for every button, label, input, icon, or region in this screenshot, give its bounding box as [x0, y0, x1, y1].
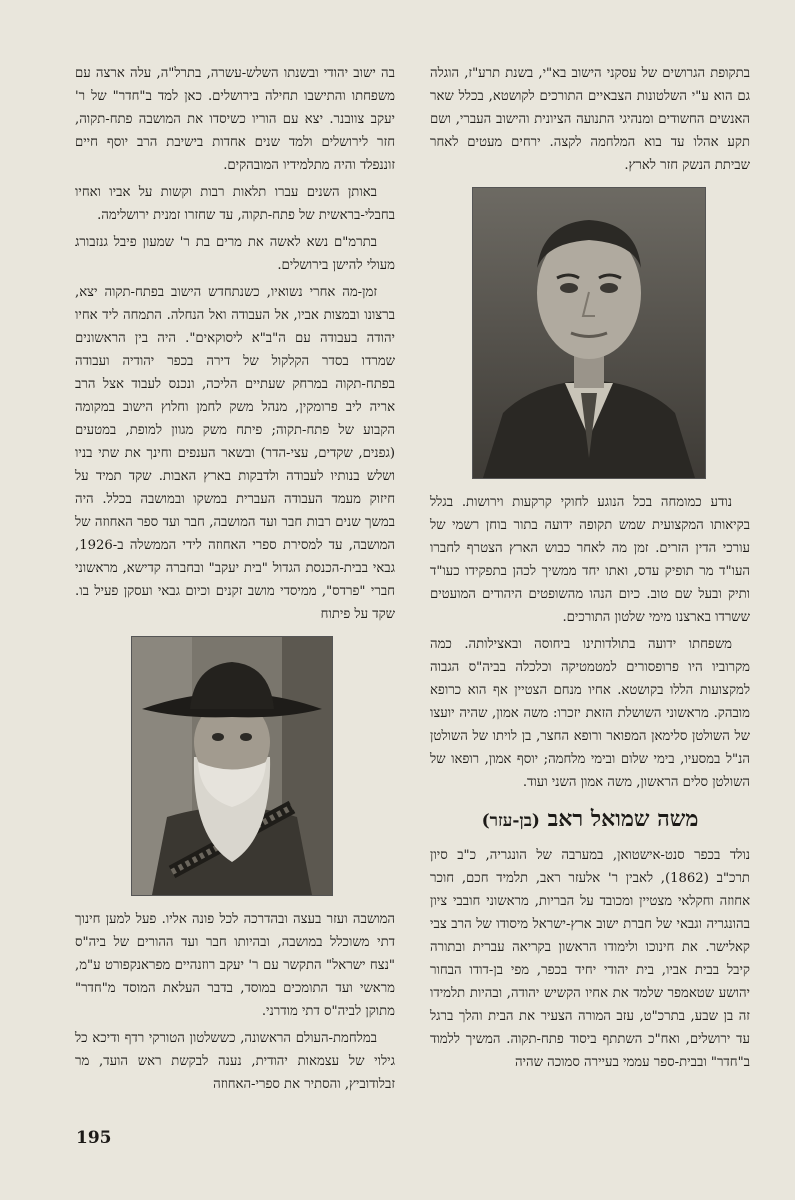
left-paragraph-5: המושבה ועזר בעצה ובהדרכה לכל פונה אליו. פעל למען חינוך דתי משוכלל במושבה, ובהיותו חבר ועד ההורים של ביה"ס "נצח ישראל" התקשר עם ר' יעקב רוזנהיים מפראנקפורט ע"מ, מראשי ועד התומכים במוסד, בדבר העלאת המוסד מ"חדר" מתוקן לביה"ס דתי מודרני. — [75, 912, 395, 1019]
right-paragraph-4: נולד בכפר סנט-אישטואן, במערבה של הונגריה, כ"ב סיון תרכ"ב (1862), לאבין ר' אלעזר ראב, תלמיד חכם, חוכר אחוזה וחקלאי מצטיין ומכובד על הבריות, מראשוני חובבי ציון בהונגריה וגבאי של חברת ישוב ארץ-ישראל מיסודו של הרב צבי קאלישר. את חינוכו ולימודו הראשון בקריאה עברית ובתורה קיבל בבית אביו, בית יהודי יחיד בכפר, מפי בן-דודו הבחור יהושע שטאמפר שלמד את אחיו הקשיש יהודה, ובהיות תלמידו זה בן שבע, בתרכ"ט, עזב המורה הצעיר את הבית והלך ברגל עד ירושלים, ואח"כ השתתף ביסוד פתח-תקוה. המשיך ללמוד ב"חדר" ובבית-ספר עממי בעיירה סמוכה שהיה — [430, 848, 750, 1070]
left-paragraph-4: זמן-מה אחרי נשואיו, כשנתחדש הישוב בפתח-תקוה יצא, ברצונו ובמצות אביו, אל העבודה ואל הנחלה. התמחה ליד אחיו יהודה בעבודה עם ה"ב"א ליסוקאים". היה בין הראשונים שמרדו בסדר הקלקול של דירה בכפר יהודיה ועבודה בפתח-תקוה במרחק שעתיים הליכה, ונכנס לעבוד אצל הרב אריה ליב פרומקין, מנהל משק לחמן וחלוץ הישוב במקומה הקבוע של פתח-תקוה; פיתח משק מגוון למופת, במטעים (גפנים, שקדים, עצי-הדר) ובשאר הענפים וחינך את שתי בניו ושלש בנותיו לעבודה ולדבקות בארץ האבות. שקד תמיד על חיזוק מעמד העבודה העברית במשקו ובמושבה בכלל. היה במשך שנים רבות חבר ועד המושבה, חבר ועד ספר האחוזה של המושבה, עד למסירת ספרי האחוזה לידי הממשלה ב-1926, גבאי בבית-הכנסת הגדול "בית יעקב" ובחברה קדישא, מראשוני חברי "פרדס", ממיסדי מושב זקנים וכיום גבאי ועסקן פעיל בו. שקד על פיתוח — [75, 285, 395, 622]
portrait-image — [473, 188, 705, 478]
right-column — [430, 62, 750, 1078]
portrait-image — [132, 637, 332, 895]
left-paragraph-3: בתרמ"ם נשא לאשה את מרים בת ר' שמעון פיבל גנזבורג מעולי להישן בירושלים. — [75, 235, 395, 273]
right-paragraph-3: משפחתו ידועה בתולדותינו ביחוסה ובאצילותה. כמה מקרוביו היו פרופסורים למטמטיקה וכלכלה בביה"ס הגבוה למקצועות הללו בקושטא. אחיו מנחם הצטיין אף הוא כרופא מובהק. מראשוני השושלת הזאת יזכרו: משה אמון, שהיה יועצו של השולטן סלימאן המפואר ורופא החצר, בן לויתו של השולטן הנ"ל במסעיו, בימי שלום ובימי מלחמה; יוסף אמון, רופאו של השולטן סלים הראשון, משה אמון השני ועוד. — [430, 637, 750, 790]
right-paragraph-2: נודע כמומחה בכל הנוגע לחוקי קרקעות וירושות. בגלל בקיאותו המקצועית שמש תקופה ידועה בתור בוחן רשמי של עורכי הדין הזרים. זמן מה לאחר כבוש הארץ הצטרף לחברו העו"ד מר תופיק עדס, ואתו יחד ממשיך לכהן בתפקידו כעו"ד ותיק ובעל שם טוב. כיום הנהו מהשופטים היהודים המועטים ששרדו בארצנו מימי שלטון התורכים. — [430, 495, 750, 625]
left-column — [75, 62, 395, 1100]
heading-name: משה שמואל ראב — [547, 806, 699, 832]
portrait-photo-suited-man — [472, 187, 706, 479]
biography-heading — [430, 804, 750, 836]
left-paragraph-2: באותן השנים עברו תלאות רבות וקשות על אביו ואחיו בחבלי-בראשית של פתח-תקוה, עד שחזרו זמנית ירושלימה. — [75, 185, 395, 223]
left-paragraph-1: בה ישוב יהודי ובשנתו השלש-עשרה, בתרל"ה, עלה ארצה עם משפחתו והתישבו תחילה בירושלים. כאן למד ב"חדר" של ר' יעקב צוובנר. יצא עם הוריו כשיסדו את המושבה פתח-תקוה, חזר לירושלים ולמד שנים אחדות בישיבת הרב יוסף חיים זוננפלד והיה מתלמידיו המובהקים. — [75, 66, 395, 173]
heading-alias: (בן-עזר) — [481, 811, 540, 831]
page-number: 195 — [76, 1128, 112, 1148]
portrait-photo-bearded-man — [131, 636, 333, 896]
left-paragraph-6: במלחמת-העולם הראשונה, כששלטון הטורקי רדף ודיכא כל גילוי של עצמאות יהודית, נענה לבקשת ראש הועד, מר זבלודוביץ, והסתיר את ספרי-האחוזה — [75, 1031, 395, 1092]
right-paragraph-1: בתקופת הגרושים של עסקני הישוב בא"י, בשנת תרע"ז, הוגלה גם הוא ע"י השלטונות הצבאיים התורכים לקושטא, בכלל שאר האנשים החשודים ומנהיגי התנועה הציונית והישוב העברי, ושם תקע אהלו עד בוא המלחמה לקצה. ירחים מעטים לאחר שביתת הנשק חזר לארץ. — [430, 66, 750, 173]
